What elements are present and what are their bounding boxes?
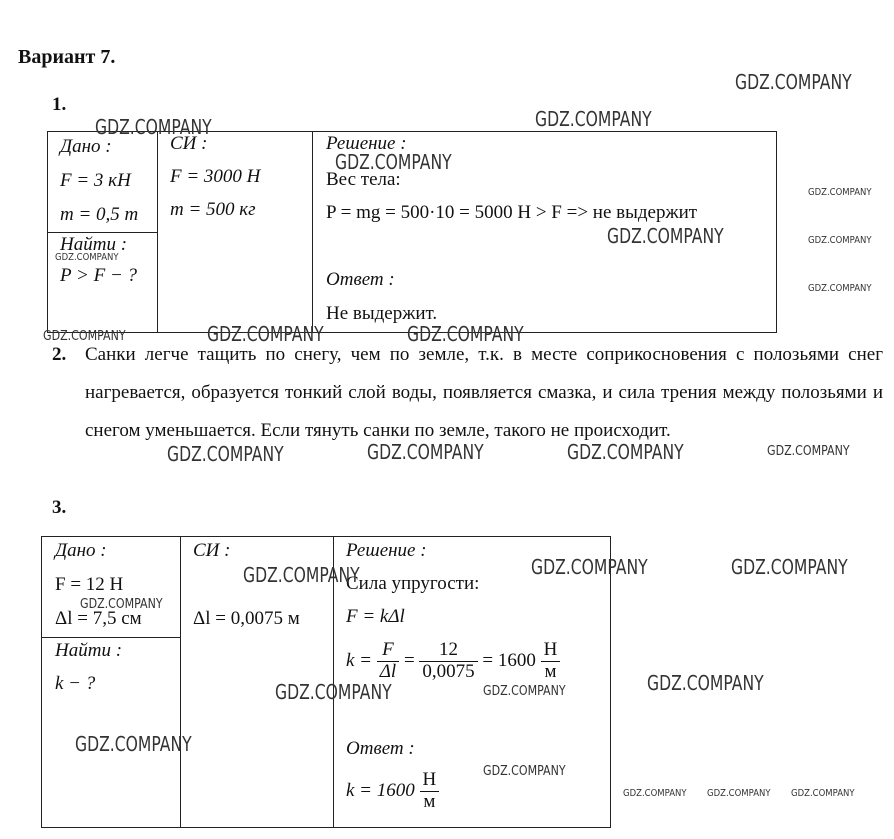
fraction-denominator: м (544, 660, 557, 682)
watermark: GDZ.COMPANY (531, 555, 648, 579)
fraction-denominator: м (423, 790, 436, 812)
watermark: GDZ.COMPANY (607, 224, 724, 248)
solution-label: Решение : (326, 133, 407, 154)
unit-fraction (420, 770, 440, 813)
watermark: GDZ.COMPANY (647, 671, 764, 695)
given-value: m = 0,5 т (60, 204, 139, 225)
find-label: Найти : (60, 234, 128, 255)
watermark: GDZ.COMPANY (243, 563, 360, 587)
find-value: P > F − ? (60, 265, 138, 286)
find-label: Найти : (55, 640, 123, 661)
given-value: F = 12 Н (55, 574, 124, 595)
given-label: Дано : (55, 540, 107, 561)
find-value: k − ? (55, 673, 96, 694)
answer-value: Не выдержит. (326, 303, 438, 324)
watermark: GDZ.COMPANY (731, 555, 848, 579)
si-label: СИ : (170, 133, 208, 154)
si-value: F = 3000 Н (170, 166, 261, 187)
solution-line: Вес тела: (326, 169, 401, 190)
watermark: GDZ.COMPANY (767, 444, 850, 459)
watermark: GDZ.COMPANY (75, 732, 192, 756)
fraction (419, 640, 477, 683)
fraction-numerator: F (377, 640, 399, 662)
fraction (377, 640, 399, 683)
page-title: Вариант 7. (18, 46, 116, 68)
formula-result: = 1600 (482, 649, 536, 671)
solution-label: Решение : (346, 540, 427, 561)
table-divider (180, 536, 181, 828)
answer-formula (346, 770, 439, 813)
watermark: GDZ.COMPANY (535, 107, 652, 131)
si-label: СИ : (193, 540, 231, 561)
watermark: GDZ.COMPANY (791, 788, 855, 799)
watermark: GDZ.COMPANY (80, 597, 163, 612)
watermark: GDZ.COMPANY (55, 252, 119, 263)
watermark: GDZ.COMPANY (567, 440, 684, 464)
solution-line: Сила упругости: (346, 573, 480, 594)
table-divider (157, 131, 158, 333)
solution-line: F = kΔl (346, 606, 405, 627)
formula-k (346, 640, 560, 683)
unit-fraction (541, 640, 561, 683)
table-divider (41, 637, 180, 638)
watermark: GDZ.COMPANY (367, 440, 484, 464)
formula-k-lhs: k = (346, 649, 373, 671)
fraction-numerator: Н (420, 770, 440, 792)
problem-3-number: 3. (52, 497, 67, 518)
watermark: GDZ.COMPANY (167, 442, 284, 466)
table-divider (47, 232, 157, 233)
watermark: GDZ.COMPANY (808, 283, 872, 294)
watermark: GDZ.COMPANY (483, 684, 566, 699)
equals-sign: = (403, 649, 415, 671)
given-value: F = 3 кН (60, 170, 131, 191)
watermark: GDZ.COMPANY (275, 680, 392, 704)
problem-2-text: Санки легче тащить по снегу, чем по земле, т.к. в месте соприкосновения с полозьями снег нагревается, образуется тонкий слой воды, появляется смазка, и сила трения между полозьями и снегом уменьшается. Если тянуть санки по земле, такого не происходит. (85, 344, 883, 441)
watermark: GDZ.COMPANY (207, 322, 324, 346)
watermark: GDZ.COMPANY (43, 329, 126, 344)
watermark: GDZ.COMPANY (707, 788, 771, 799)
given-value: Δl = 7,5 см (55, 608, 142, 629)
solution-line: P = mg = 500·10 = 5000 Н > F => не выдержит (326, 202, 698, 223)
watermark: GDZ.COMPANY (808, 187, 872, 198)
answer-label: Ответ : (346, 738, 415, 759)
fraction-numerator: 12 (419, 640, 477, 662)
watermark: GDZ.COMPANY (808, 235, 872, 246)
answer-label: Ответ : (326, 269, 395, 290)
fraction-numerator: Н (541, 640, 561, 662)
watermark: GDZ.COMPANY (623, 788, 687, 799)
answer-value: k = 1600 (346, 779, 415, 801)
problem-2-number: 2. (52, 344, 67, 365)
watermark: GDZ.COMPANY (95, 115, 212, 139)
table-divider (312, 131, 313, 333)
given-label: Дано : (60, 136, 112, 157)
watermark: GDZ.COMPANY (407, 322, 524, 346)
watermark: GDZ.COMPANY (735, 70, 852, 94)
fraction-denominator: 0,0075 (422, 660, 475, 682)
fraction-denominator: Δl (379, 660, 397, 682)
watermark: GDZ.COMPANY (335, 150, 452, 174)
watermark: GDZ.COMPANY (483, 764, 566, 779)
si-value: m = 500 кг (170, 199, 256, 220)
si-value: Δl = 0,0075 м (193, 608, 300, 629)
problem-1-number: 1. (52, 94, 67, 115)
